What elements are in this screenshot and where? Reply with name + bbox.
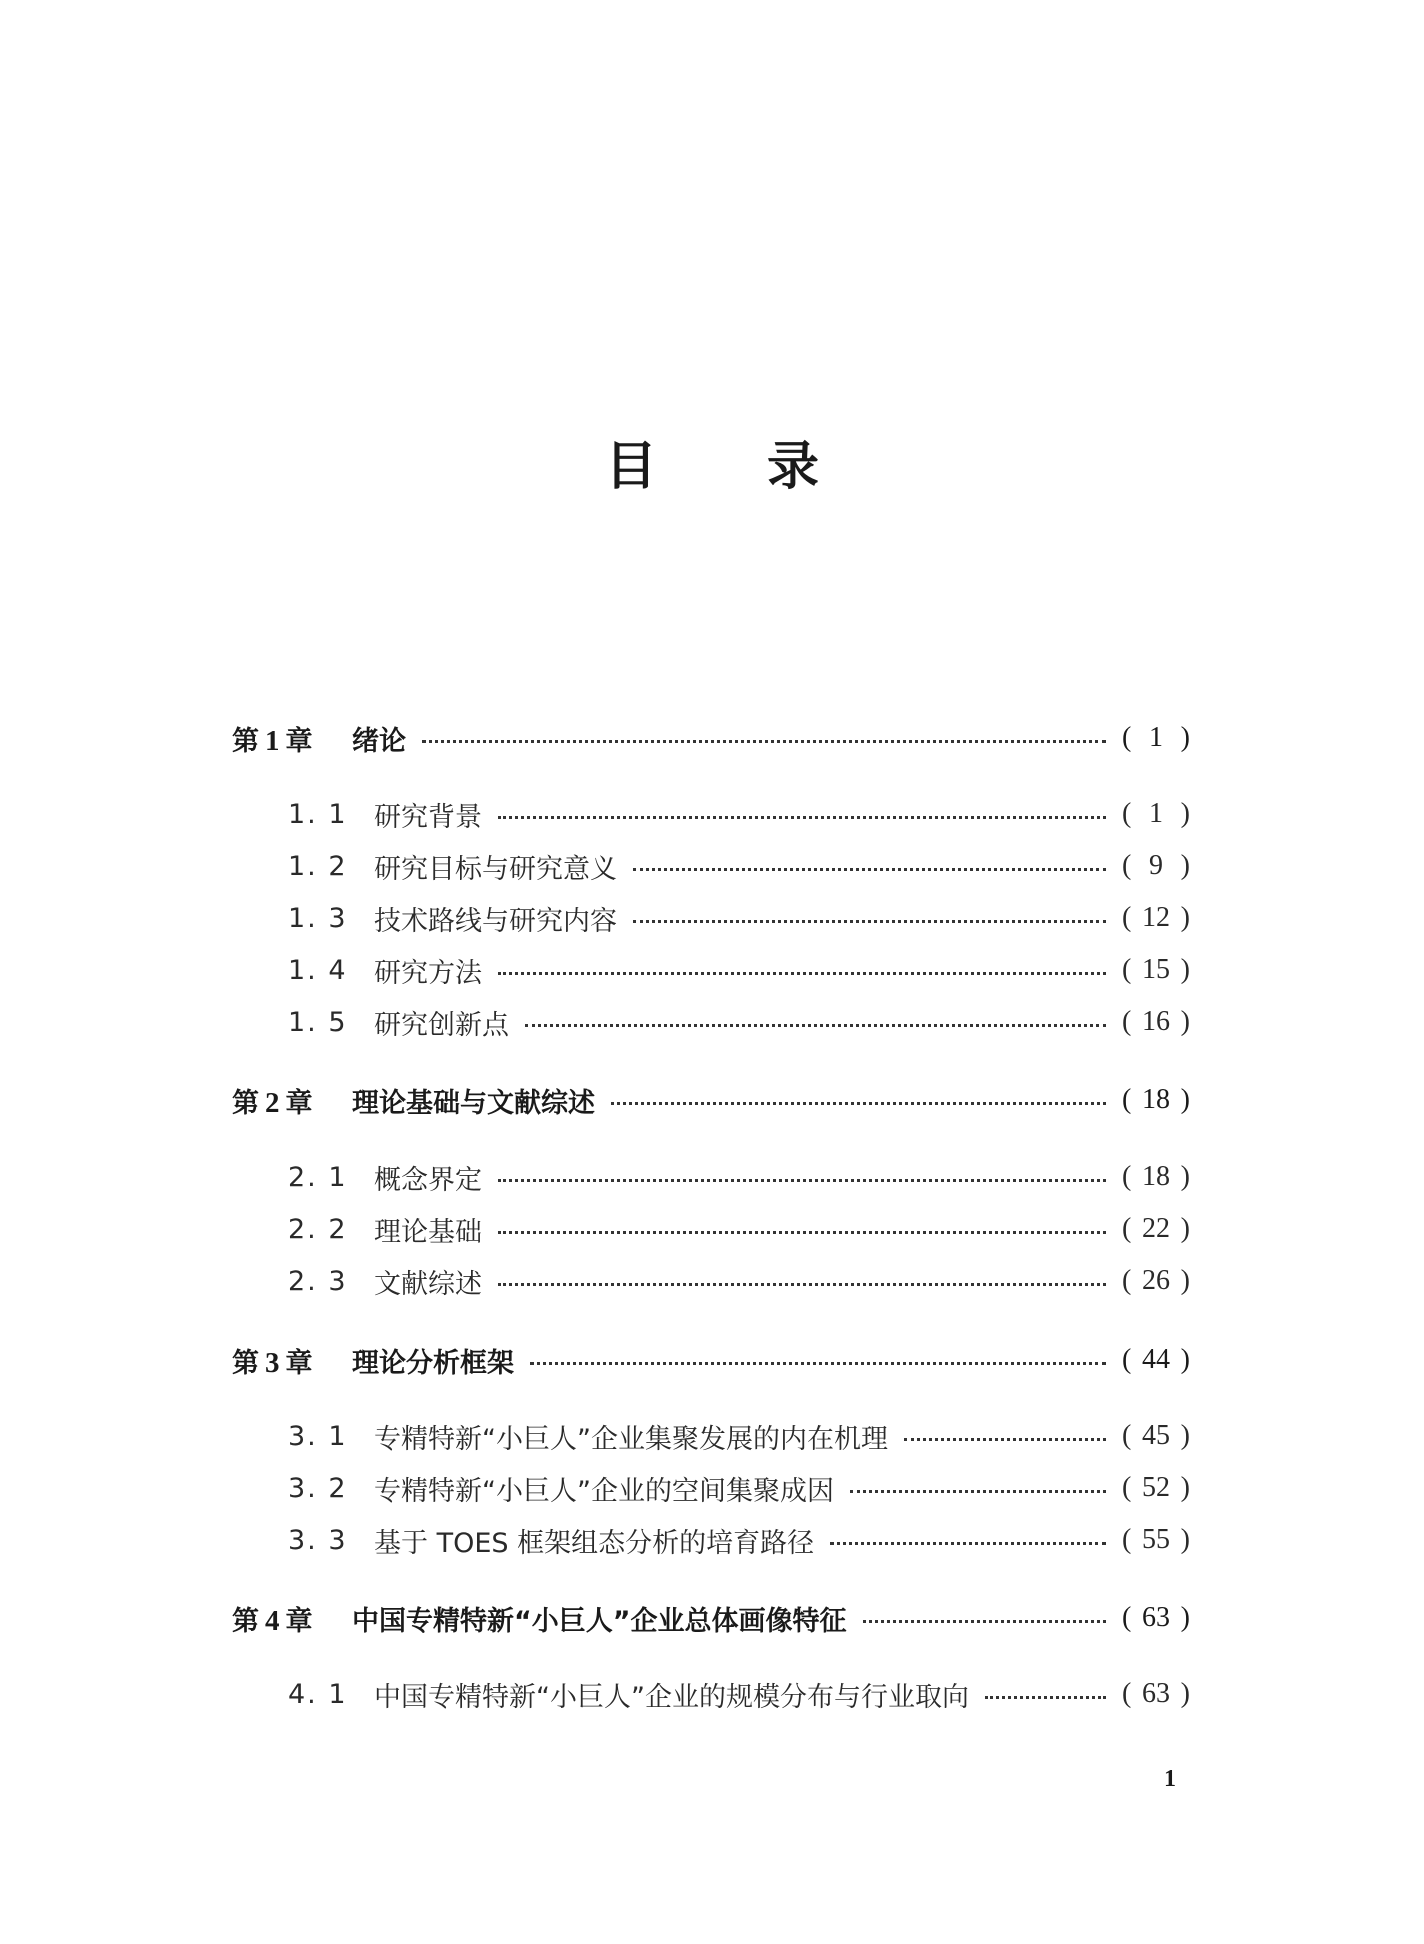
dot-leader <box>525 1010 1106 1034</box>
chapter-prefix: 第 <box>232 1605 259 1637</box>
page-ref-number: 44 <box>1142 1344 1170 1375</box>
close-paren: ) <box>1180 1006 1190 1037</box>
page-ref-number: 9 <box>1149 850 1163 881</box>
close-paren: ) <box>1180 722 1190 753</box>
chapter-suffix: 章 <box>285 1347 313 1379</box>
table-of-contents <box>232 0 1190 1944</box>
close-paren: ) <box>1180 902 1190 933</box>
page-ref-number: 63 <box>1142 1678 1170 1709</box>
page-ref-number: 22 <box>1142 1213 1170 1244</box>
close-paren: ) <box>1180 850 1190 881</box>
close-paren: ) <box>1180 1602 1190 1633</box>
toc-entry-title: 研究背景 <box>374 801 482 833</box>
toc-entry-title: 研究方法 <box>374 957 482 989</box>
toc-section-row[interactable] <box>232 1259 1190 1303</box>
toc-entry-title: 理论基础与文献综述 <box>352 1087 595 1119</box>
open-paren: ( <box>1122 1678 1132 1709</box>
dot-leader <box>830 1528 1106 1552</box>
chapter-digit: 3 <box>265 1346 280 1379</box>
toc-section-row[interactable] <box>232 1155 1190 1199</box>
open-paren: ( <box>1122 1161 1132 1192</box>
open-paren: ( <box>1122 1084 1132 1115</box>
section-number: 3. 1 <box>288 1420 348 1452</box>
toc-entry-title: 专精特新“小巨人”企业集聚发展的内在机理 <box>374 1423 888 1455</box>
toc-entry-title: 概念界定 <box>374 1164 482 1196</box>
toc-chapter-row[interactable] <box>232 1596 1190 1640</box>
section-number: 1. 5 <box>288 1006 348 1038</box>
close-paren: ) <box>1180 798 1190 829</box>
chapter-suffix: 章 <box>285 725 313 757</box>
section-number: 2. 2 <box>288 1213 348 1245</box>
dot-leader <box>498 958 1106 982</box>
chapter-digit: 1 <box>265 724 280 757</box>
open-paren: ( <box>1122 850 1132 881</box>
toc-section-row[interactable] <box>232 896 1190 940</box>
open-paren: ( <box>1122 1472 1132 1503</box>
chapter-digit: 4 <box>265 1604 280 1637</box>
close-paren: ) <box>1180 1344 1190 1375</box>
toc-chapter-row[interactable] <box>232 716 1190 760</box>
toc-section-row[interactable] <box>232 1466 1190 1510</box>
toc-page-ref <box>1106 1602 1190 1634</box>
page-ref-number: 52 <box>1142 1472 1170 1503</box>
dot-leader <box>498 1165 1106 1189</box>
page-ref-number: 15 <box>1142 954 1170 985</box>
toc-entry-title: 理论基础 <box>374 1216 482 1248</box>
page-ref-number: 45 <box>1142 1420 1170 1451</box>
dot-leader <box>633 854 1106 878</box>
close-paren: ) <box>1180 1161 1190 1192</box>
toc-page-ref <box>1106 1006 1190 1038</box>
toc-page-ref <box>1106 1420 1190 1452</box>
section-number: 3. 2 <box>288 1472 348 1504</box>
chapter-number <box>232 1341 352 1380</box>
dot-leader <box>530 1348 1106 1372</box>
toc-entry-title: 文献综述 <box>374 1268 482 1300</box>
open-paren: ( <box>1122 1265 1132 1296</box>
toc-entry-title: 专精特新“小巨人”企业的空间集聚成因 <box>374 1475 834 1507</box>
section-number: 2. 3 <box>288 1265 348 1297</box>
toc-section-row[interactable] <box>232 1518 1190 1562</box>
section-number: 4. 1 <box>288 1678 348 1710</box>
section-number: 1. 4 <box>288 954 348 986</box>
chapter-digit: 2 <box>265 1086 280 1119</box>
toc-entry-title: 理论分析框架 <box>352 1347 514 1379</box>
dot-leader <box>850 1476 1106 1500</box>
toc-chapter-row[interactable] <box>232 1338 1190 1382</box>
toc-page-ref <box>1106 798 1190 830</box>
chapter-prefix: 第 <box>232 725 259 757</box>
open-paren: ( <box>1122 1006 1132 1037</box>
section-number: 1. 1 <box>288 798 348 830</box>
page-ref-number: 63 <box>1142 1602 1170 1633</box>
chapter-number <box>232 1599 352 1638</box>
close-paren: ) <box>1180 1420 1190 1451</box>
open-paren: ( <box>1122 902 1132 933</box>
open-paren: ( <box>1122 1213 1132 1244</box>
close-paren: ) <box>1180 1265 1190 1296</box>
toc-page-ref <box>1106 1265 1190 1297</box>
toc-entry-title: 中国专精特新“小巨人”企业总体画像特征 <box>352 1605 847 1637</box>
section-number: 1. 3 <box>288 902 348 934</box>
chapter-suffix: 章 <box>285 1087 313 1119</box>
toc-entry-title: 技术路线与研究内容 <box>374 905 617 937</box>
close-paren: ) <box>1180 1472 1190 1503</box>
dot-leader <box>422 726 1106 750</box>
page-ref-number: 55 <box>1142 1524 1170 1555</box>
toc-page-ref <box>1106 954 1190 986</box>
chapter-prefix: 第 <box>232 1087 259 1119</box>
page-ref-number: 16 <box>1142 1006 1170 1037</box>
toc-page-ref <box>1106 1213 1190 1245</box>
chapter-number <box>232 1081 352 1120</box>
dot-leader <box>498 802 1106 826</box>
dot-leader <box>611 1088 1106 1112</box>
toc-page-ref <box>1106 902 1190 934</box>
toc-section-row[interactable] <box>232 792 1190 836</box>
toc-section-row[interactable] <box>232 1207 1190 1251</box>
section-number: 1. 2 <box>288 850 348 882</box>
section-number: 3. 3 <box>288 1524 348 1556</box>
toc-section-row[interactable] <box>232 1672 1190 1716</box>
toc-page-ref <box>1106 1161 1190 1193</box>
page-ref-number: 18 <box>1142 1161 1170 1192</box>
page-ref-number: 12 <box>1142 902 1170 933</box>
page-title: 目录 <box>604 437 929 497</box>
toc-section-row[interactable] <box>232 1414 1190 1458</box>
open-paren: ( <box>1122 1420 1132 1451</box>
toc-page-ref <box>1106 850 1190 882</box>
toc-section-row[interactable] <box>232 844 1190 888</box>
dot-leader <box>498 1217 1106 1241</box>
toc-page-ref <box>1106 1472 1190 1504</box>
open-paren: ( <box>1122 1344 1132 1375</box>
close-paren: ) <box>1180 1213 1190 1244</box>
toc-entry-title: 绪论 <box>352 725 406 757</box>
toc-page-ref <box>1106 1344 1190 1376</box>
dot-leader <box>904 1424 1106 1448</box>
toc-chapter-row[interactable] <box>232 1078 1190 1122</box>
chapter-suffix: 章 <box>285 1605 313 1637</box>
toc-page-ref <box>1106 1524 1190 1556</box>
page-ref-number: 26 <box>1142 1265 1170 1296</box>
page-ref-number: 18 <box>1142 1084 1170 1115</box>
toc-page-ref <box>1106 722 1190 754</box>
chapter-number <box>232 719 352 758</box>
dot-leader <box>863 1606 1107 1630</box>
close-paren: ) <box>1180 1524 1190 1555</box>
open-paren: ( <box>1122 1524 1132 1555</box>
toc-entry-title: 基于 TOES 框架组态分析的培育路径 <box>374 1527 815 1559</box>
page-number: 1 <box>1164 1766 1176 1792</box>
open-paren: ( <box>1122 1602 1132 1633</box>
toc-page-ref <box>1106 1678 1190 1710</box>
section-number: 2. 1 <box>288 1161 348 1193</box>
open-paren: ( <box>1122 954 1132 985</box>
toc-section-row[interactable] <box>232 948 1190 992</box>
dot-leader <box>633 906 1106 930</box>
close-paren: ) <box>1180 1084 1190 1115</box>
toc-section-row[interactable] <box>232 1000 1190 1044</box>
close-paren: ) <box>1180 1678 1190 1709</box>
chapter-prefix: 第 <box>232 1347 259 1379</box>
dot-leader <box>985 1682 1106 1706</box>
toc-entry-title: 研究目标与研究意义 <box>374 853 617 885</box>
open-paren: ( <box>1122 722 1132 753</box>
page-ref-number: 1 <box>1149 798 1163 829</box>
toc-entry-title: 研究创新点 <box>374 1009 509 1041</box>
toc-page-ref <box>1106 1084 1190 1116</box>
close-paren: ) <box>1180 954 1190 985</box>
toc-entry-title: 中国专精特新“小巨人”企业的规模分布与行业取向 <box>374 1681 969 1713</box>
open-paren: ( <box>1122 798 1132 829</box>
dot-leader <box>498 1269 1106 1293</box>
page-ref-number: 1 <box>1149 722 1163 753</box>
